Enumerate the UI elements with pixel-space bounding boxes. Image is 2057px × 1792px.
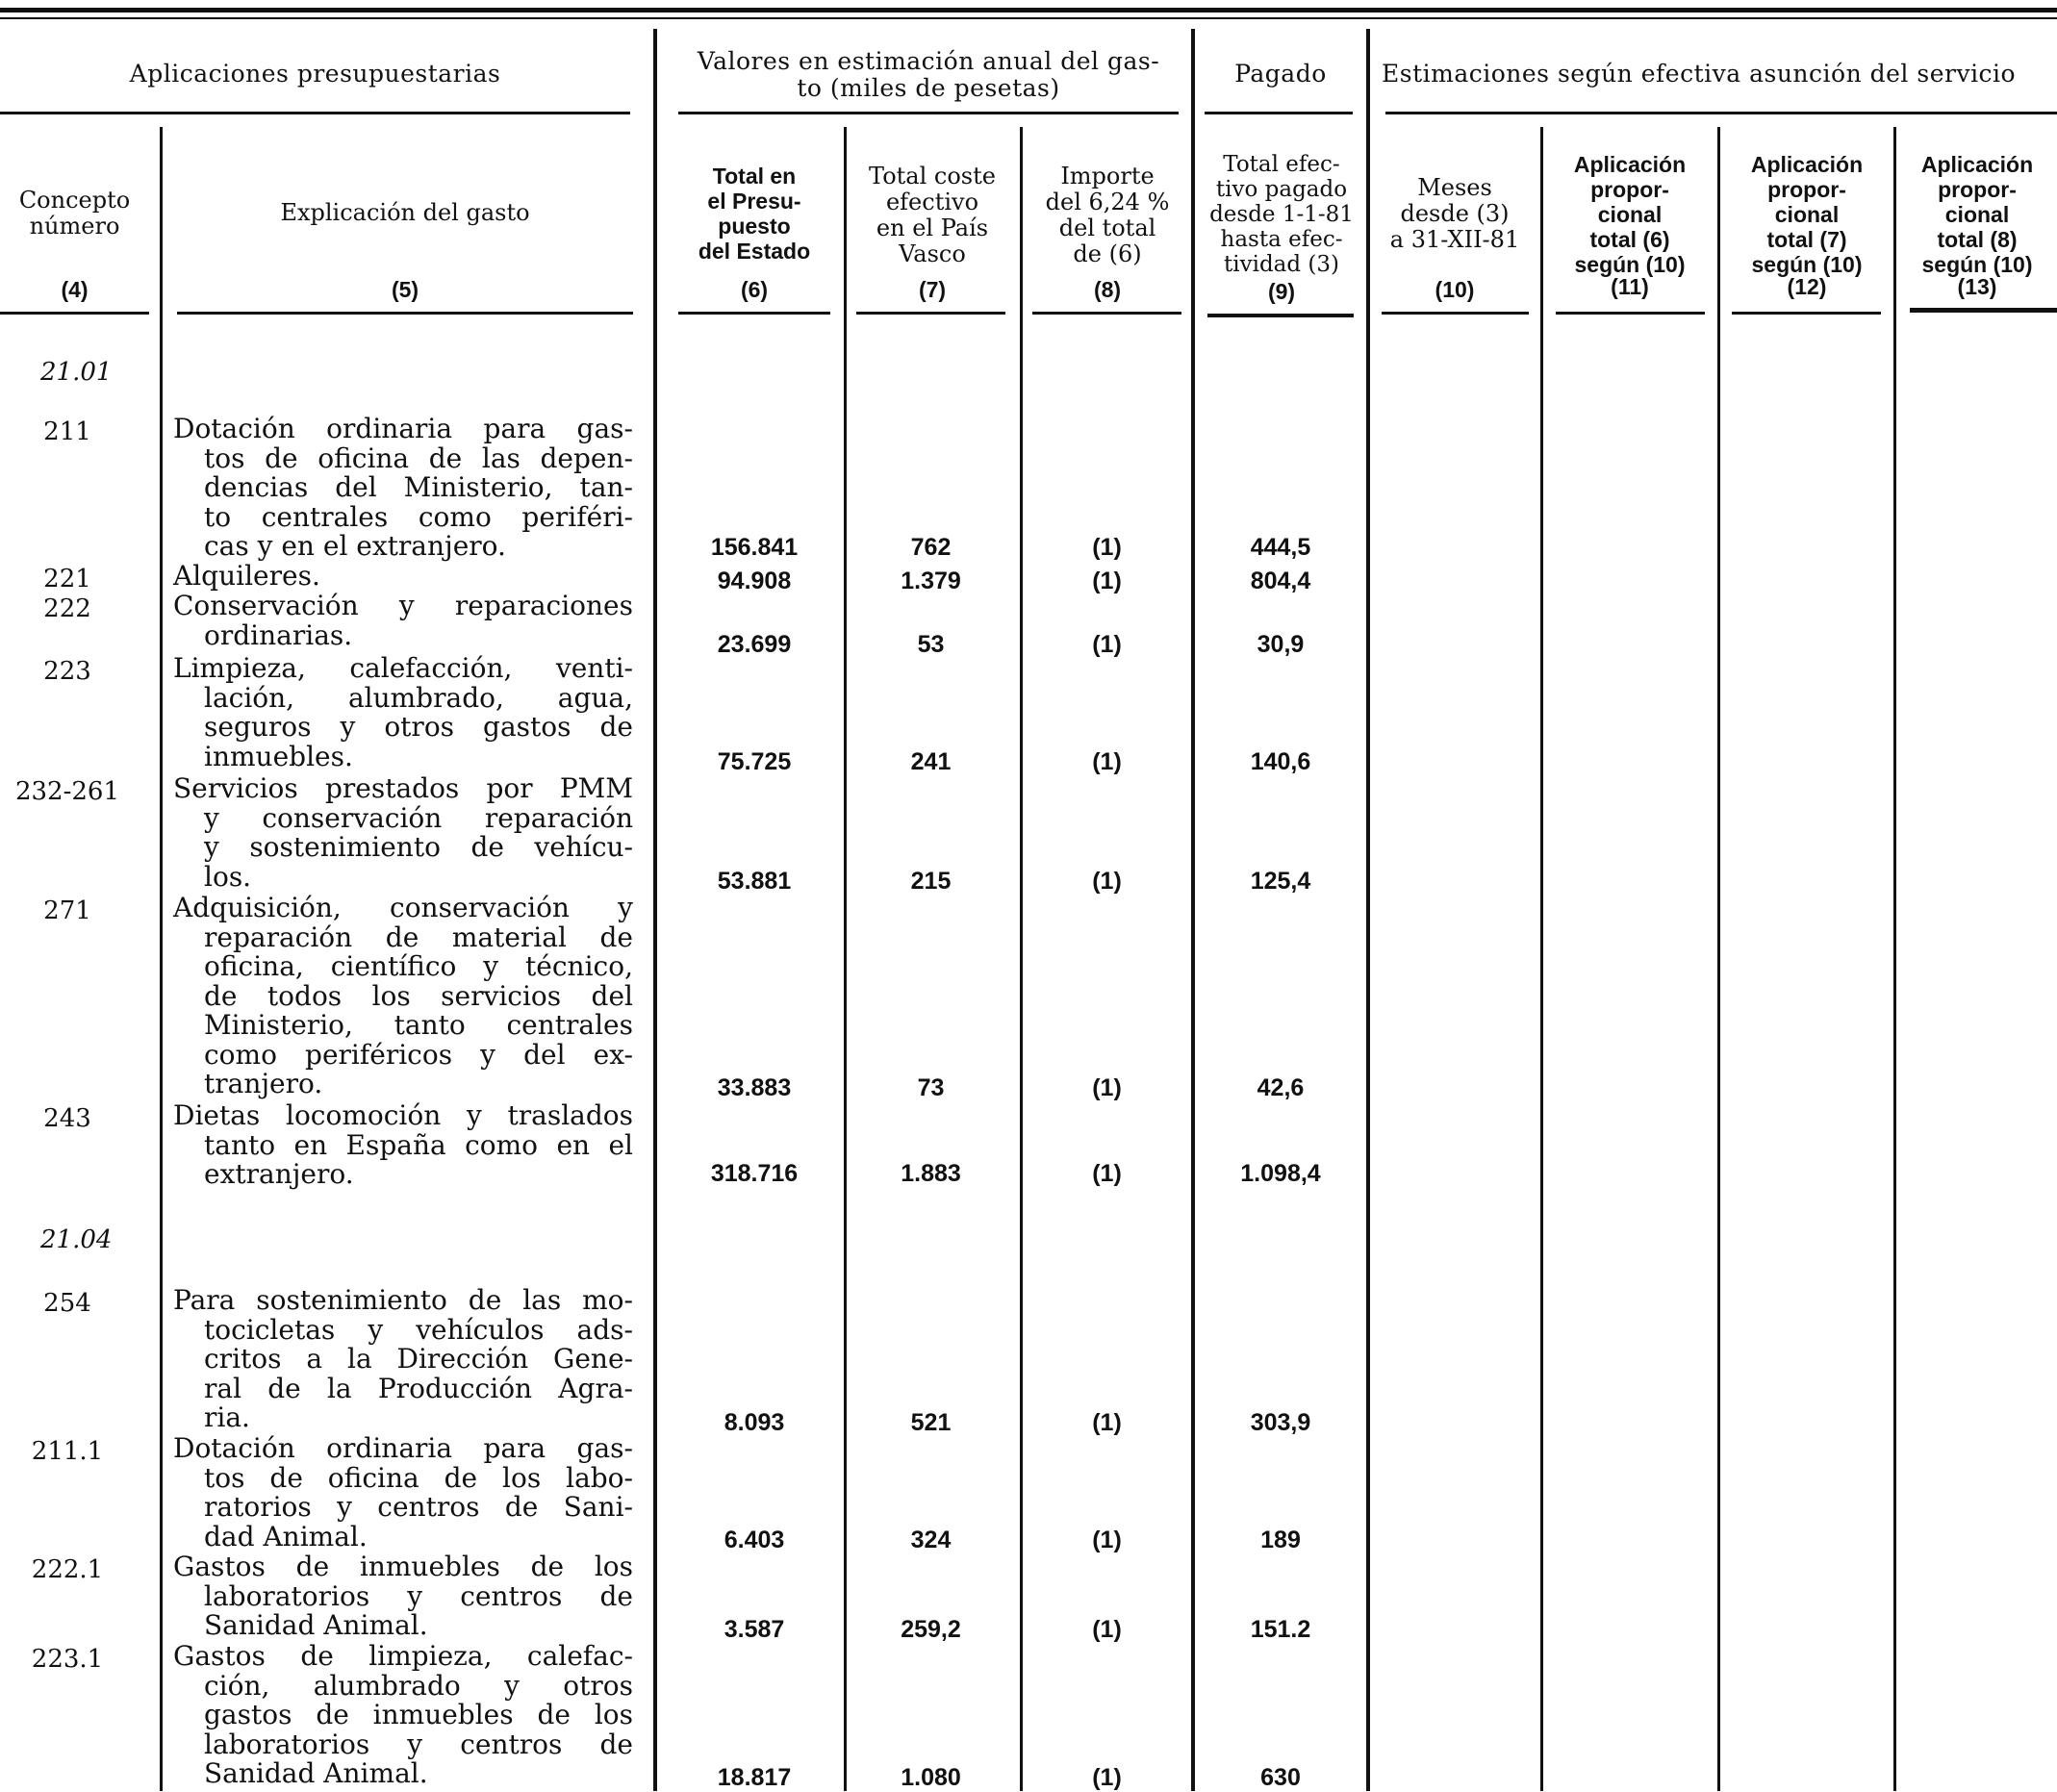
explicacion-line: reparación de material de xyxy=(204,921,633,953)
explicacion-line: ral de la Producción Agra- xyxy=(204,1372,633,1404)
concepto-number: 243 xyxy=(43,1104,91,1133)
total-pagado-cell: 42,6 xyxy=(1257,1074,1305,1101)
total-pagado-cell: 444,5 xyxy=(1250,534,1311,561)
total-coste-cell: 73 xyxy=(917,1074,945,1101)
explicacion-line: dencias del Ministerio, tan- xyxy=(204,471,633,503)
group-header-estimaciones: Estimaciones según efectiva asunción del servicio xyxy=(1382,60,2017,88)
importe-cell: (1) xyxy=(1092,631,1122,658)
explicacion-line: tranjero. xyxy=(204,1068,323,1099)
col-header-total-efectivo-line-3: desde 1-1-81 xyxy=(1209,202,1354,227)
explicacion-line: Alquileres. xyxy=(173,560,320,592)
col-header-concepto-line-2: número xyxy=(29,213,120,240)
col-rule-concepto xyxy=(0,312,149,315)
total-pagado-cell: 151.2 xyxy=(1250,1616,1311,1643)
importe-cell: (1) xyxy=(1092,1764,1122,1791)
col-header-aplicacion-12 xyxy=(1721,152,1892,299)
vrule-explicacion xyxy=(160,127,163,1791)
explicacion-line: cas y en el extranjero. xyxy=(204,530,506,562)
explicacion-line: gastos de inmuebles de los xyxy=(204,1699,633,1730)
importe-cell: (1) xyxy=(1092,1074,1122,1101)
col-header-importe-line-4: de (6) xyxy=(1073,240,1142,267)
explicacion-line: Ministerio, tanto centrales xyxy=(204,1009,633,1041)
total-coste-cell: 259,2 xyxy=(901,1616,961,1643)
concepto-number: 223 xyxy=(43,657,91,686)
explicacion-line: laboratorios y centros de xyxy=(204,1579,633,1612)
col-header-total-presupuesto xyxy=(673,164,835,264)
col-rule-aplic11 xyxy=(1556,312,1705,315)
explicacion-text xyxy=(173,562,633,592)
explicacion-line: de todos los servicios del xyxy=(204,979,633,1012)
section-label-21-04: 21.04 xyxy=(40,1225,113,1254)
explicacion-line: Gastos de limpieza, calefac- xyxy=(173,1640,633,1672)
col-header-aplicacion-12-line-6: (12) xyxy=(1787,274,1827,299)
col-header-meses-line-3: a 31-XII-81 xyxy=(1389,226,1520,253)
col-header-aplicacion-11 xyxy=(1544,152,1715,299)
col-header-aplicacion-12-line-2: propor- xyxy=(1767,177,1846,202)
total-coste-cell: 1.883 xyxy=(901,1160,961,1187)
total-presupuesto-cell: 156.841 xyxy=(710,534,799,561)
explicacion-line: ordinarias. xyxy=(204,618,353,651)
importe-cell: (1) xyxy=(1092,568,1122,594)
group-rule-estimaciones xyxy=(1385,112,2057,114)
concepto-number: 223.1 xyxy=(31,1645,104,1674)
explicacion-line: extranjero. xyxy=(204,1158,354,1190)
total-pagado-cell: 189 xyxy=(1260,1527,1301,1553)
vrule-aplic11 xyxy=(1540,127,1543,1791)
col-rule-presupuesto xyxy=(678,312,830,315)
concepto-number: 211 xyxy=(43,417,91,446)
col-header-total-presupuesto-line-4: del Estado xyxy=(698,239,811,264)
col-rule-explicacion xyxy=(177,312,633,315)
group-header-valores-line-2: to (miles de pesetas) xyxy=(797,74,1060,102)
total-pagado-cell: 303,9 xyxy=(1250,1409,1311,1436)
total-presupuesto-cell: 23.699 xyxy=(717,631,792,658)
col-header-total-presupuesto-line-2: el Presu- xyxy=(707,189,801,214)
explicacion-line: Adquisición, conservación y xyxy=(173,892,633,923)
col-header-total-coste-line-2: efectivo xyxy=(885,189,979,215)
importe-cell: (1) xyxy=(1092,868,1122,895)
explicacion-line: Dotación ordinaria para gas- xyxy=(173,413,633,444)
importe-cell: (1) xyxy=(1092,1527,1122,1553)
col-header-total-presupuesto-number: (6) xyxy=(740,277,769,302)
section-label-21-01: 21.01 xyxy=(40,358,113,387)
explicacion-line: Conservación y reparaciones xyxy=(173,590,633,621)
col-header-aplicacion-13-line-3: cional xyxy=(1944,202,2010,227)
col-header-aplicacion-11-line-6: (11) xyxy=(1611,274,1649,299)
col-rule-aplic12 xyxy=(1732,312,1881,315)
explicacion-line: inmuebles. xyxy=(204,740,353,772)
explicacion-line: ria. xyxy=(204,1401,250,1433)
explicacion-line: los. xyxy=(204,860,252,893)
concepto-number: 232-261 xyxy=(14,777,120,806)
explicacion-line: Servicios prestados por PMM xyxy=(173,772,633,804)
total-presupuesto-cell: 33.883 xyxy=(717,1074,792,1101)
col-header-total-coste-line-3: en el País xyxy=(876,215,989,241)
explicacion-line: Sanidad Animal. xyxy=(204,1609,428,1641)
col-header-total-coste-number: (7) xyxy=(918,277,947,302)
col-rule-meses xyxy=(1382,312,1529,315)
explicacion-text xyxy=(173,1286,633,1433)
col-header-concepto-number: (4) xyxy=(61,277,89,302)
total-coste-cell: 53 xyxy=(917,631,945,658)
explicacion-line: y sostenimiento de vehícu- xyxy=(204,831,633,863)
col-header-total-efectivo-line-4: hasta efec- xyxy=(1220,227,1343,252)
concepto-number: 271 xyxy=(43,896,91,925)
group-header-pagado: Pagado xyxy=(1234,60,1327,88)
col-header-importe-line-2: del 6,24 % xyxy=(1045,189,1170,215)
total-coste-cell: 324 xyxy=(910,1527,952,1553)
explicacion-line: Gastos de inmuebles de los xyxy=(173,1551,633,1582)
col-header-aplicacion-11-line-4: total (6) xyxy=(1589,227,1670,252)
explicacion-line: laboratorios y centros de xyxy=(204,1728,633,1760)
explicacion-line: tocicletas y vehículos ads- xyxy=(204,1313,633,1346)
total-pagado-cell: 1.098,4 xyxy=(1240,1160,1321,1187)
total-pagado-cell: 630 xyxy=(1260,1764,1301,1791)
total-presupuesto-cell: 18.817 xyxy=(717,1764,792,1791)
col-header-importe xyxy=(1026,164,1189,267)
total-presupuesto-cell: 6.403 xyxy=(724,1527,785,1553)
total-presupuesto-cell: 3.587 xyxy=(724,1616,785,1643)
col-header-total-efectivo-line-1: Total efec- xyxy=(1223,152,1340,177)
explicacion-line: Dietas locomoción y traslados xyxy=(173,1099,633,1131)
col-header-meses-line-2: desde (3) xyxy=(1400,200,1510,227)
total-coste-cell: 215 xyxy=(910,868,952,895)
explicacion-line: dad Animal. xyxy=(204,1520,368,1552)
col-header-aplicacion-11-line-3: cional xyxy=(1597,202,1663,227)
total-coste-cell: 1.080 xyxy=(901,1764,961,1791)
col-header-meses-number: (10) xyxy=(1435,277,1475,302)
col-rule-aplic13 xyxy=(1910,308,2057,313)
explicacion-line: Sanidad Animal. xyxy=(204,1757,428,1789)
explicacion-text xyxy=(173,894,633,1099)
total-coste-cell: 1.379 xyxy=(901,568,961,594)
importe-cell: (1) xyxy=(1092,1409,1122,1436)
total-presupuesto-cell: 94.908 xyxy=(717,568,792,594)
col-header-concepto xyxy=(0,188,149,240)
col-header-importe-line-1: Importe xyxy=(1060,163,1155,189)
col-rule-importe xyxy=(1032,312,1181,315)
col-header-aplicacion-13-line-6: (13) xyxy=(1957,274,1997,299)
explicacion-text xyxy=(173,1434,633,1552)
col-header-explicacion: Explicación del gasto xyxy=(280,199,530,226)
col-header-importe-number: (8) xyxy=(1093,277,1122,302)
col-header-total-coste-line-1: Total coste xyxy=(869,163,996,189)
importe-cell: (1) xyxy=(1092,748,1122,775)
explicacion-line: tos de oficina de los labo- xyxy=(204,1461,633,1494)
col-header-total-efectivo-number: (9) xyxy=(1267,279,1296,304)
explicacion-line: como periféricos y del ex- xyxy=(204,1038,633,1071)
explicacion-text xyxy=(173,1101,633,1190)
explicacion-line: tos de oficina de las depen- xyxy=(204,442,633,474)
col-header-aplicacion-12-line-1: Aplicación xyxy=(1750,152,1864,177)
concepto-number: 222 xyxy=(43,594,91,623)
col-header-total-coste-line-4: Vasco xyxy=(899,240,966,267)
importe-cell: (1) xyxy=(1092,534,1122,561)
col-header-aplicacion-11-line-2: propor- xyxy=(1590,177,1669,202)
col-header-total-efectivo-line-5: tividad (3) xyxy=(1224,252,1339,277)
col-header-aplicacion-12-line-4: total (7) xyxy=(1766,227,1847,252)
col-header-importe-line-3: del total xyxy=(1058,215,1156,241)
col-header-meses-line-1: Meses xyxy=(1417,174,1492,201)
explicacion-line: Limpieza, calefacción, venti- xyxy=(173,652,633,684)
col-rule-pagado xyxy=(1207,314,1354,317)
total-coste-cell: 521 xyxy=(910,1409,952,1436)
explicacion-line: oficina, científico y técnico, xyxy=(204,950,633,982)
explicacion-text xyxy=(173,415,633,562)
explicacion-text xyxy=(173,1552,633,1641)
group-header-valores xyxy=(673,48,1183,102)
group-header-valores-line-1: Valores en estimación anual del gas- xyxy=(697,47,1160,75)
total-presupuesto-cell: 75.725 xyxy=(717,748,792,775)
vrule-importe xyxy=(1020,127,1023,1791)
concepto-number: 221 xyxy=(43,565,91,593)
explicacion-line: Dotación ordinaria para gas- xyxy=(173,1432,633,1464)
importe-cell: (1) xyxy=(1092,1616,1122,1643)
explicacion-line: lación, alumbrado, agua, xyxy=(204,681,633,714)
col-header-total-efectivo xyxy=(1198,152,1365,277)
importe-cell: (1) xyxy=(1092,1160,1122,1187)
explicacion-line: critos a la Dirección Gene- xyxy=(204,1343,633,1375)
explicacion-line: Para sostenimiento de las mo- xyxy=(173,1284,633,1316)
explicacion-line: y conservación reparación xyxy=(204,801,633,834)
col-header-aplicacion-11-line-5: según (10) xyxy=(1574,252,1686,277)
col-header-aplicacion-13-line-2: propor- xyxy=(1938,177,2017,202)
total-coste-cell: 762 xyxy=(910,534,952,561)
total-presupuesto-cell: 8.093 xyxy=(724,1409,785,1436)
top-rule-thin xyxy=(0,17,2057,19)
total-pagado-cell: 140,6 xyxy=(1250,748,1311,775)
col-header-explicacion-number: (5) xyxy=(391,277,419,302)
vrule-main-3 xyxy=(1366,29,1370,1791)
vrule-coste xyxy=(844,127,847,1791)
col-rule-coste xyxy=(856,312,1005,315)
col-header-total-presupuesto-line-1: Total en xyxy=(712,164,797,189)
col-header-aplicacion-11-line-1: Aplicación xyxy=(1573,152,1687,177)
explicacion-line: to centrales como periféri- xyxy=(204,500,633,533)
explicacion-text xyxy=(173,774,633,892)
explicacion-text xyxy=(173,654,633,771)
col-header-total-efectivo-line-2: tivo pagado xyxy=(1215,177,1348,202)
total-presupuesto-cell: 53.881 xyxy=(717,868,792,895)
col-header-aplicacion-13-line-4: total (8) xyxy=(1937,227,2018,252)
concepto-number: 254 xyxy=(43,1289,91,1318)
group-rule-aplicaciones xyxy=(0,112,630,114)
explicacion-line: ratorios y centros de Sani- xyxy=(204,1491,633,1523)
col-header-total-presupuesto-line-3: puesto xyxy=(718,214,791,239)
concepto-number: 211.1 xyxy=(31,1437,104,1466)
vrule-aplic12 xyxy=(1717,127,1720,1791)
col-header-total-coste xyxy=(850,164,1015,267)
total-pagado-cell: 30,9 xyxy=(1257,631,1305,658)
explicacion-line: seguros y otros gastos de xyxy=(204,711,633,743)
explicacion-line: ción, alumbrado y otros xyxy=(204,1669,633,1702)
vrule-aplic13 xyxy=(1893,127,1896,1791)
top-rule-thick xyxy=(0,8,2057,13)
total-pagado-cell: 125,4 xyxy=(1250,868,1311,895)
group-rule-pagado xyxy=(1205,112,1353,114)
col-header-aplicacion-13-line-1: Aplicación xyxy=(1920,152,2034,177)
col-header-aplicacion-12-line-5: según (10) xyxy=(1751,252,1863,277)
total-presupuesto-cell: 318.716 xyxy=(710,1160,799,1187)
vrule-main-2 xyxy=(1191,29,1195,1791)
group-rule-valores xyxy=(678,112,1179,114)
explicacion-line: tanto en España como en el xyxy=(204,1128,633,1161)
col-header-aplicacion-13 xyxy=(1897,152,2057,299)
col-header-concepto-line-1: Concepto xyxy=(18,187,131,214)
total-pagado-cell: 804,4 xyxy=(1250,568,1311,594)
concepto-number: 222.1 xyxy=(31,1555,104,1584)
explicacion-text xyxy=(173,592,633,650)
col-header-aplicacion-12-line-3: cional xyxy=(1774,202,1840,227)
explicacion-text xyxy=(173,1642,633,1789)
group-header-aplicaciones: Aplicaciones presupuestarias xyxy=(129,60,501,88)
total-coste-cell: 241 xyxy=(910,748,952,775)
vrule-main-1 xyxy=(653,29,657,1791)
col-header-meses xyxy=(1372,175,1537,253)
col-header-aplicacion-13-line-5: según (10) xyxy=(1921,252,2033,277)
